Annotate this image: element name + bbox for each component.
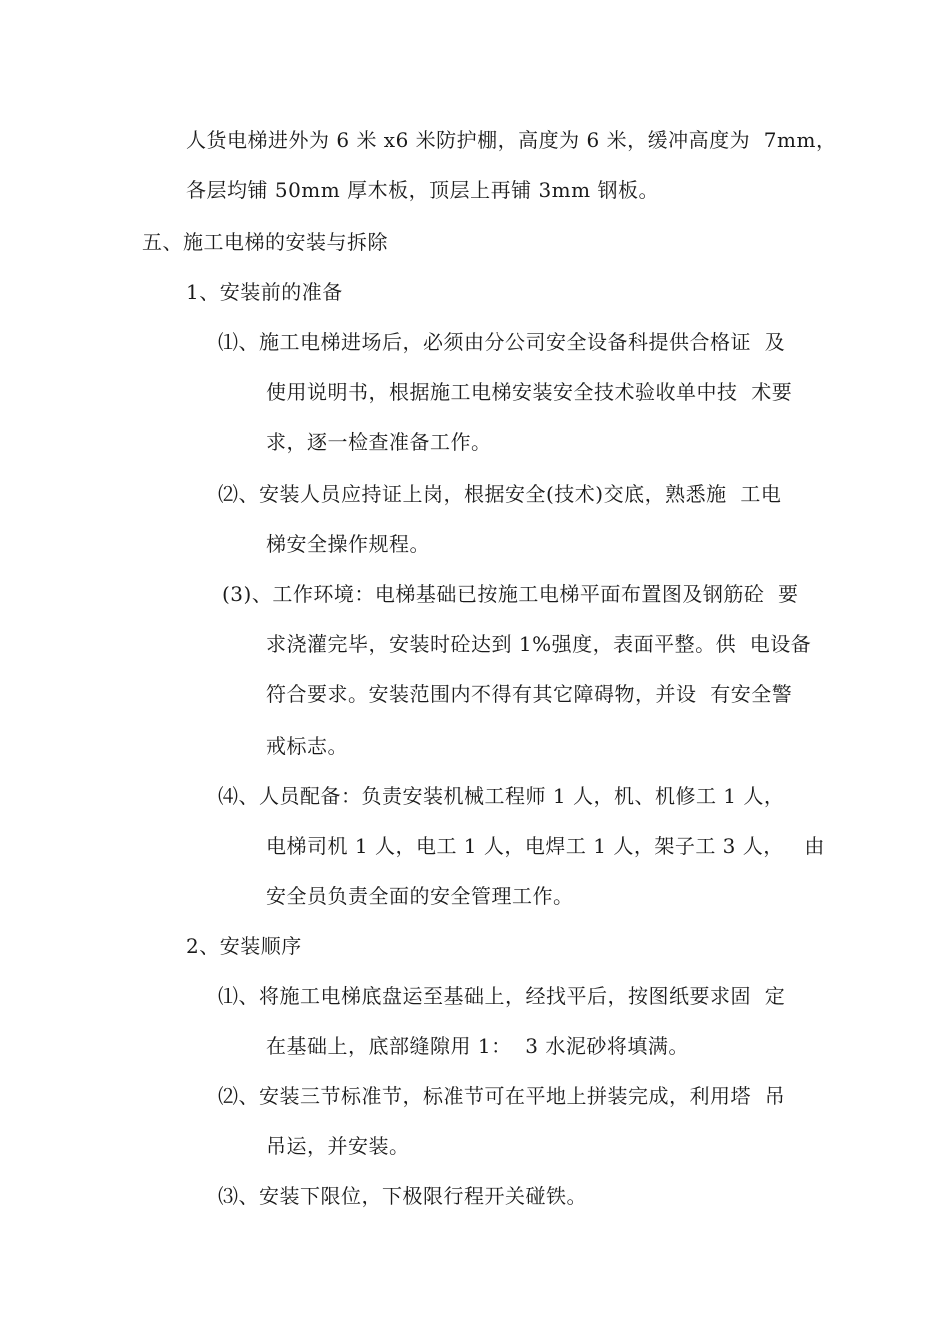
subsection-1-title: 1、安装前的准备 bbox=[186, 280, 343, 304]
sub1-item-3-line-3: 符合要求。安装范围内不得有其它障碍物，并设 有安全警 bbox=[266, 682, 793, 706]
section-title: 五、施工电梯的安装与拆除 bbox=[142, 230, 388, 254]
subsection-2-title: 2、安装顺序 bbox=[186, 934, 302, 958]
sub1-item-1-line-3: 求，逐一检查准备工作。 bbox=[266, 430, 492, 454]
sub2-item-2-line-2: 吊运，并安装。 bbox=[266, 1134, 410, 1158]
sub1-item-2-line-2: 梯安全操作规程。 bbox=[266, 532, 430, 556]
sub1-item-1-line-1: ⑴、施工电梯进场后，必须由分公司安全设备科提供合格证 及 bbox=[218, 330, 786, 354]
sub1-item-4-line-2: 电梯司机 1 人，电工 1 人，电焊工 1 人，架子工 3 人， 由 bbox=[266, 834, 825, 858]
sub1-item-2-line-1: ⑵、安装人员应持证上岗，根据安全(技术)交底，熟悉施 工电 bbox=[218, 482, 782, 506]
sub1-item-4-line-3: 安全员负责全面的安全管理工作。 bbox=[266, 884, 574, 908]
sub1-item-3-line-4: 戒标志。 bbox=[266, 734, 348, 758]
sub1-item-1-line-2: 使用说明书，根据施工电梯安装安全技术验收单中技 术要 bbox=[266, 380, 793, 404]
sub1-item-3-line-1: (3)、工作环境：电梯基础已按施工电梯平面布置图及钢筋砼 要 bbox=[222, 582, 799, 606]
sub1-item-3-line-2: 求浇灌完毕，安装时砼达到 1%强度，表面平整。供 电设备 bbox=[266, 632, 812, 656]
sub2-item-2-line-1: ⑵、安装三节标准节，标准节可在平地上拼装完成，利用塔 吊 bbox=[218, 1084, 786, 1108]
intro-line-2: 各层均铺 50mm 厚木板，顶层上再铺 3mm 钢板。 bbox=[186, 178, 659, 202]
sub2-item-1-line-2: 在基础上，底部缝隙用 1： 3 水泥砂将填满。 bbox=[266, 1034, 689, 1058]
sub1-item-4-line-1: ⑷、人员配备：负责安装机械工程师 1 人，机、机修工 1 人， bbox=[218, 784, 785, 808]
intro-line-1: 人货电梯进外为 6 米 x6 米防护棚，高度为 6 米，缓冲高度为 7mm， bbox=[186, 128, 837, 152]
sub2-item-3-line-1: ⑶、安装下限位，下极限行程开关碰铁。 bbox=[218, 1184, 587, 1208]
sub2-item-1-line-1: ⑴、将施工电梯底盘运至基础上，经找平后，按图纸要求固 定 bbox=[218, 984, 786, 1008]
